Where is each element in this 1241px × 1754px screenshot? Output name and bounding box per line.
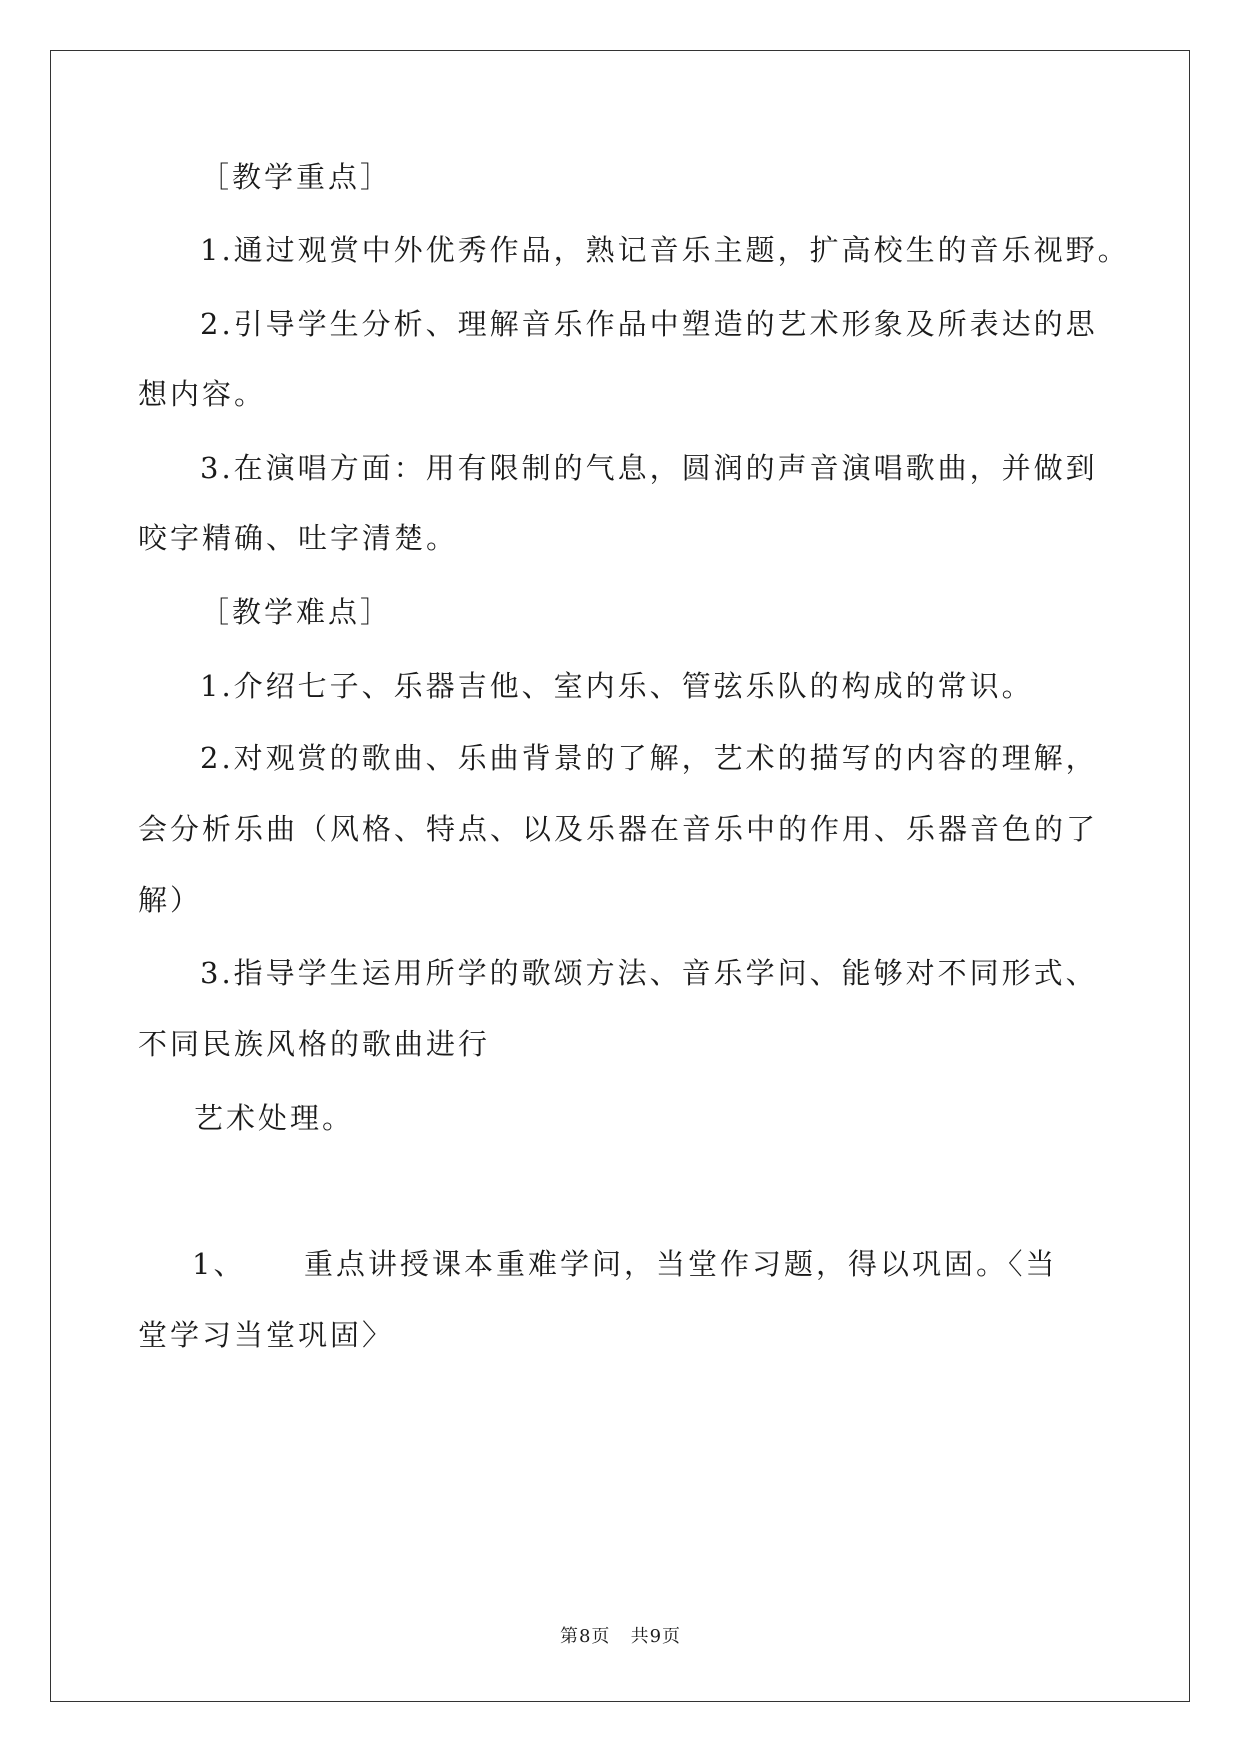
key-point-3-line-2: 咬字精确、吐字清楚。 <box>138 521 459 555</box>
difficult-point-2-line-2: 会分析乐曲（风格、特点、以及乐器在音乐中的作用、乐器音色的了 <box>138 812 1099 846</box>
difficult-point-1: 1.介绍七子、乐器吉他、室内乐、管弦乐队的构成的常识。 <box>200 669 1034 703</box>
key-point-2-line-2: 想内容。 <box>138 377 267 411</box>
difficult-point-2-line-3: 解） <box>138 883 203 917</box>
difficult-point-2-line-1: 2.对观赏的歌曲、乐曲背景的了解，艺术的描写的内容的理解， <box>200 741 1098 775</box>
key-point-1: 1.通过观赏中外优秀作品，熟记音乐主题，扩高校生的音乐视野。 <box>200 233 1130 267</box>
key-point-3-line-1: 3.在演唱方面：用有限制的气息，圆润的声音演唱歌曲，并做到 <box>200 451 1098 485</box>
item-text-line-1: 重点讲授课本重难学问，当堂作习题，得以巩固。〈当 <box>304 1247 1058 1281</box>
page-frame <box>50 50 1190 1702</box>
difficult-point-3-line-2: 不同民族风格的歌曲进行 <box>138 1027 491 1061</box>
page-footer: 第8页 共9页 <box>559 1626 682 1647</box>
item-text-line-2: 堂学习当堂巩固〉 <box>138 1318 395 1352</box>
difficult-point-3-line-1: 3.指导学生运用所学的歌颂方法、音乐学问、能够对不同形式、 <box>200 956 1098 990</box>
heading-key-points: ［教学重点］ <box>200 160 393 194</box>
item-number: 1、 <box>192 1247 246 1281</box>
key-point-2-line-1: 2.引导学生分析、理解音乐作品中塑造的艺术形象及所表达的思 <box>200 307 1098 341</box>
heading-difficult-points: ［教学难点］ <box>200 595 393 629</box>
difficult-point-3-line-3: 艺术处理。 <box>194 1101 355 1135</box>
